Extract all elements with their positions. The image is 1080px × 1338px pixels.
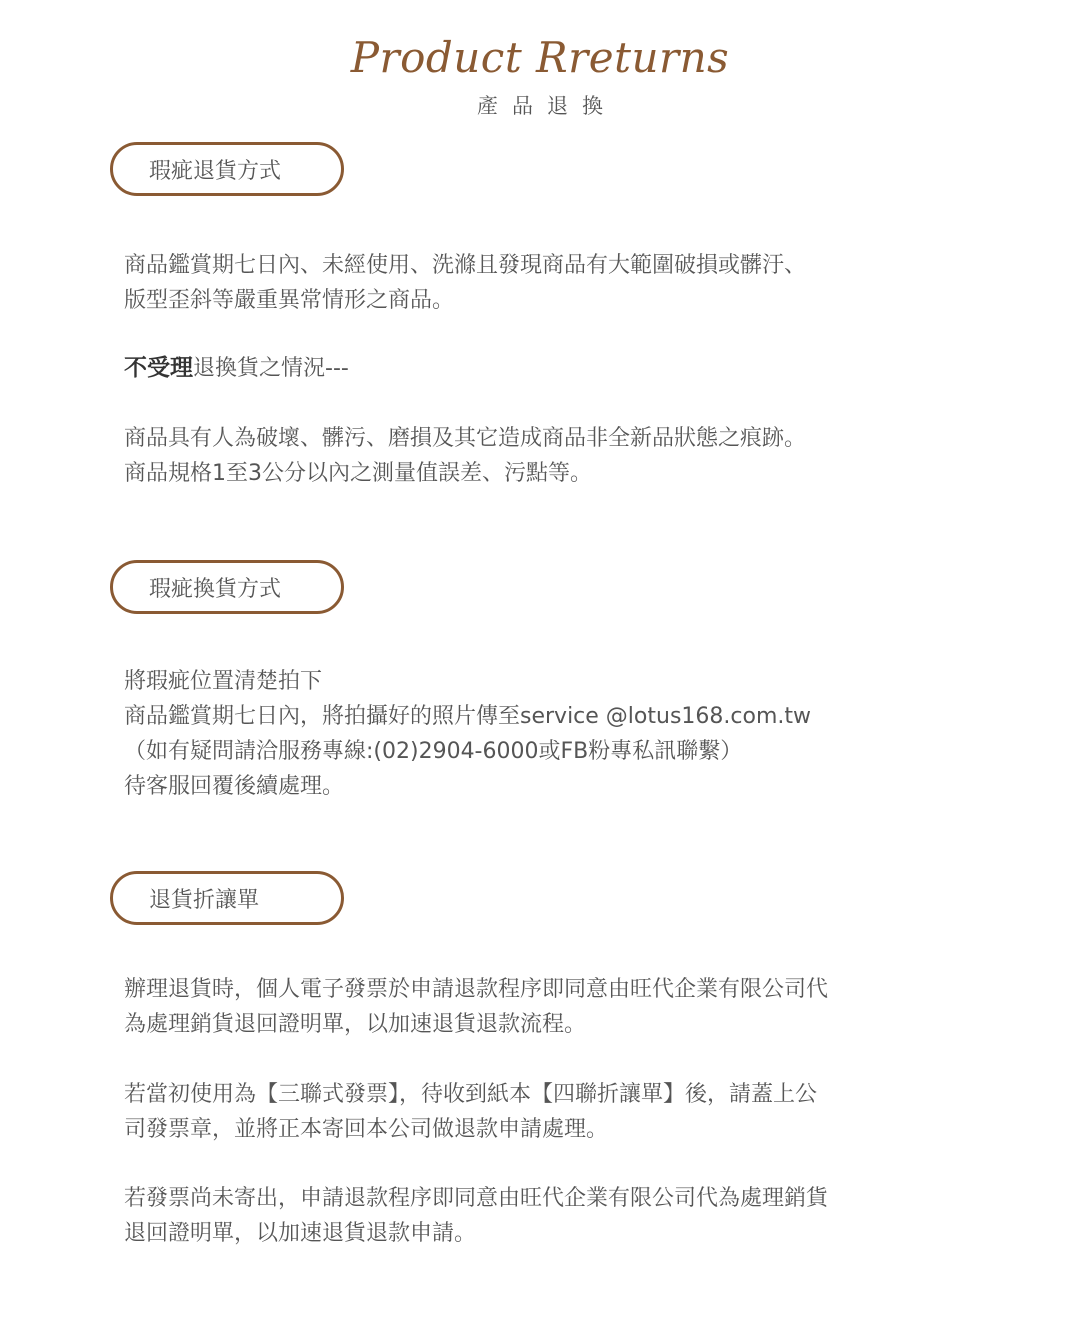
page-title-english: Product Rreturns — [350, 33, 730, 82]
text-line: 退回證明單，以加速退貨退款申請。 — [124, 1221, 477, 1246]
text-line: 版型歪斜等嚴重異常情形之商品。 — [124, 288, 455, 313]
text-line: （如有疑問請洽服務專線:(02)2904-6000或FB粉專私訊聯繫） — [124, 739, 743, 764]
text-line: 司發票章，並將正本寄回本公司做退款申請處理。 — [124, 1117, 609, 1142]
defect-exchange-description — [124, 664, 1004, 804]
text-line: 若發票尚未寄出，申請退款程序即同意由旺代企業有限公司代為處理銷貨 — [124, 1186, 829, 1211]
text-line: 商品鑑賞期七日內，將拍攝好的照片傳至service @lotus168.com.tw — [124, 704, 811, 729]
section-label-return-allowance: 退貨折讓單 — [110, 871, 344, 925]
allowance-paragraph-2 — [124, 1077, 1004, 1147]
allowance-paragraph-1 — [124, 972, 1004, 1042]
text-line: 辦理退貨時，個人電子發票於申請退款程序即同意由旺代企業有限公司代 — [124, 977, 829, 1002]
exclusion-bold-text: 不受理 — [124, 355, 193, 381]
allowance-paragraph-3 — [124, 1181, 1004, 1251]
page-header — [0, 28, 1080, 120]
exclusion-heading — [124, 351, 1004, 386]
section-label-defect-return: 瑕疵退貨方式 — [110, 142, 344, 196]
text-line: 商品鑑賞期七日內、未經使用、洗滌且發現商品有大範圍破損或髒汙、 — [124, 253, 807, 278]
page-title-chinese: 產品退換 — [477, 94, 617, 118]
text-line: 待客服回覆後續處理。 — [124, 774, 345, 799]
text-line: 為處理銷貨退回證明單，以加速退貨退款流程。 — [124, 1012, 587, 1037]
text-line: 商品規格1至3公分以內之測量值誤差、污點等。 — [124, 461, 592, 486]
section-label-defect-exchange: 瑕疵換貨方式 — [110, 560, 344, 614]
text-line: 將瑕疵位置清楚拍下 — [124, 669, 323, 694]
text-line: 商品具有人為破壞、髒污、磨損及其它造成商品非全新品狀態之痕跡。 — [124, 426, 807, 451]
defect-return-description — [124, 248, 1004, 318]
text-line: 若當初使用為【三聯式發票】，待收到紙本【四聯折讓單】後，請蓋上公 — [124, 1082, 818, 1107]
exclusion-rest-text: 退換貨之情況--- — [193, 356, 349, 381]
exclusion-list — [124, 421, 1004, 491]
